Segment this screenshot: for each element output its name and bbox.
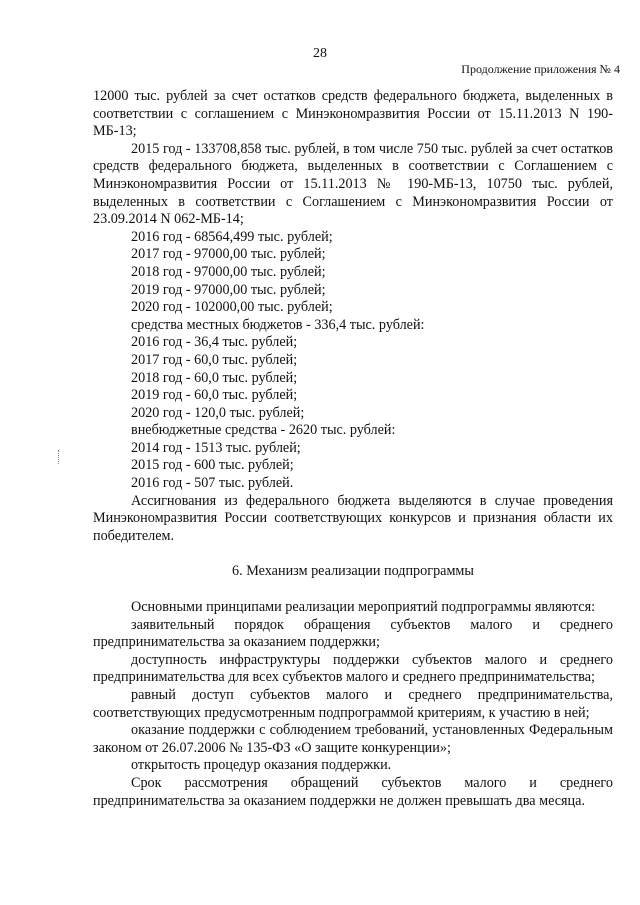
paragraph-allocations: Ассигнования из федерального бюджета выделяются в случае проведения Минэкономразвития России соответствующих конкурсов и признания области их победителем.	[93, 492, 613, 544]
list-item: 2017 год - 97000,00 тыс. рублей;	[131, 246, 326, 263]
appendix-note: Продолжение приложения № 4	[461, 62, 620, 76]
section-heading: 6. Механизм реализации подпрограммы	[232, 563, 474, 580]
funding-list	[93, 229, 613, 493]
paragraph-review-period: Срок рассмотрения обращений субъектов малого и среднего предпринимательства за оказанием поддержки не должен превышать два месяца.	[93, 774, 613, 809]
principle-item: открытость процедур оказания поддержки.	[131, 757, 392, 774]
list-item: 2016 год - 507 тыс. рублей.	[131, 475, 294, 492]
principle-item: доступность инфраструктуры поддержки субъектов малого и среднего предпринимательства для всех субъектов малого и среднего предпринимательства;	[93, 651, 613, 686]
list-item: 2018 год - 97000,00 тыс. рублей;	[131, 263, 326, 280]
paragraph-2015-funding: 2015 год - 133708,858 тыс. рублей, в том числе 750 тыс. рублей за счет остатков средств федерального бюджета, выделенных в соответствии с Соглашением с Минэкономразвития России от 15.11.2013 № 190-МБ-13, 10750 тыс. рублей, выделенных в соответствии с Соглашением с Минэкономразвития России от 23.09.2014 N 062-МБ-14;	[93, 140, 613, 228]
list-item: 2015 год - 600 тыс. рублей;	[131, 457, 294, 474]
list-item: 2017 год - 60,0 тыс. рублей;	[131, 351, 298, 368]
list-item: 2019 год - 97000,00 тыс. рублей;	[131, 281, 326, 298]
margin-mark	[58, 450, 61, 464]
list-item: средства местных бюджетов - 336,4 тыс. рублей:	[131, 316, 425, 333]
list-item: 2014 год - 1513 тыс. рублей;	[131, 439, 301, 456]
list-item: 2020 год - 120,0 тыс. рублей;	[131, 404, 305, 421]
principle-item: оказание поддержки с соблюдением требований, установленных Федеральным законом от 26.07.2006 № 135-ФЗ «О защите конкуренции»;	[93, 722, 613, 756]
principle-item: равный доступ субъектов малого и среднего предпринимательства, соответствующих предусмотренным подпрограммой критериям, к участию в ней;	[93, 687, 613, 721]
document-body	[93, 88, 613, 810]
section-intro: Основными принципами реализации мероприятий подпрограммы являются:	[131, 599, 596, 616]
list-item: 2016 год - 36,4 тыс. рублей;	[131, 334, 298, 351]
list-item: 2018 год - 60,0 тыс. рублей;	[131, 369, 298, 386]
list-item: 2019 год - 60,0 тыс. рублей;	[131, 387, 298, 404]
list-item: 2020 год - 102000,00 тыс. рублей;	[131, 299, 333, 316]
page-number: 28	[313, 46, 327, 61]
list-item: 2016 год - 68564,499 тыс. рублей;	[131, 228, 333, 245]
list-item: внебюджетные средства - 2620 тыс. рублей:	[131, 422, 396, 439]
paragraph-federal-remainder: 12000 тыс. рублей за счет остатков средств федерального бюджета, выделенных в соответствии с соглашением с Минэкономразвития России от 15.11.2013 N 190-МБ-13;	[93, 88, 613, 140]
principle-item: заявительный порядок обращения субъектов малого и среднего предпринимательства за оказанием поддержки;	[93, 616, 613, 651]
